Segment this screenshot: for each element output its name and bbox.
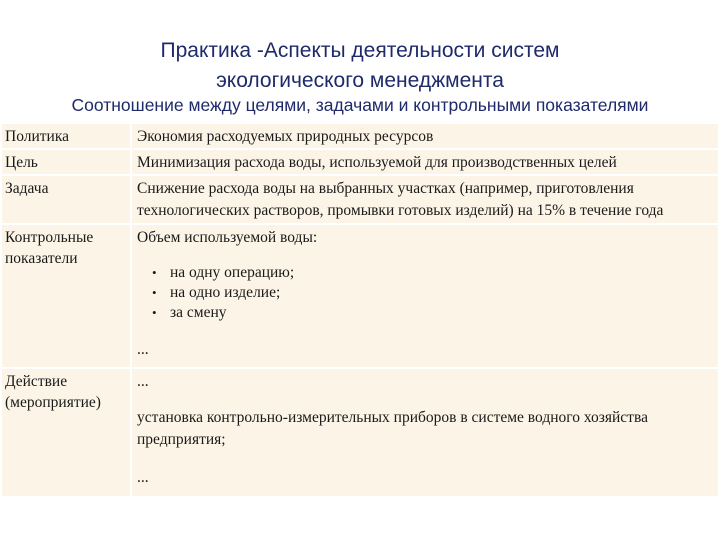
slide-subtitle: Соотношение между целями, задачами и контрольными показателями bbox=[71, 95, 649, 115]
list-item bbox=[137, 263, 707, 283]
slide-title bbox=[60, 36, 660, 96]
row-label: Цель bbox=[5, 154, 38, 171]
row-label-line-1: Действие bbox=[5, 373, 68, 390]
slide-title-line-2: экологического менеджмента bbox=[216, 69, 504, 92]
list-item bbox=[137, 303, 707, 323]
bullet-icon: • bbox=[152, 285, 157, 300]
row-label: Задача bbox=[5, 180, 49, 197]
row-label: Политика bbox=[5, 128, 70, 145]
row-text bbox=[137, 371, 707, 489]
ellipsis-top: ... bbox=[137, 373, 149, 390]
row-label-line-2: показатели bbox=[5, 250, 78, 267]
ellipsis-bottom: ... bbox=[137, 469, 149, 486]
bullet-icon: • bbox=[152, 305, 157, 320]
indicator-list bbox=[137, 263, 707, 323]
row-label-line-2: (мероприятие) bbox=[5, 394, 101, 411]
aspects-table bbox=[2, 124, 718, 496]
table-row-action bbox=[2, 369, 718, 496]
row-label bbox=[5, 371, 127, 413]
bullet-text: на одну операцию; bbox=[170, 264, 295, 281]
row-label bbox=[5, 227, 127, 269]
row-text-line-1: установка контрольно-измерительных приборов в системе водного хозяйства bbox=[137, 409, 648, 426]
row-text bbox=[137, 178, 707, 222]
row-text bbox=[137, 227, 707, 361]
list-item bbox=[137, 283, 707, 303]
row-text-line-2: технологических растворов, промывки готовых изделий) на 15% в течение года bbox=[137, 202, 664, 219]
ellipsis: ... bbox=[137, 341, 149, 358]
bullet-text: за смену bbox=[170, 304, 227, 321]
slide-title-line-1: Практика -Аспекты деятельности систем bbox=[160, 39, 560, 62]
row-text-line-1: Снижение расхода воды на выбранных участках (например, приготовления bbox=[137, 180, 634, 197]
row-label-line-1: Контрольные bbox=[5, 229, 94, 246]
table-row-policy bbox=[2, 124, 718, 150]
table-row-goal bbox=[2, 150, 718, 176]
row-text-line-2: предприятия; bbox=[137, 431, 226, 448]
indicator-intro: Объем используемой воды: bbox=[137, 229, 318, 246]
row-text: Минимизация расхода воды, используемой для производственных целей bbox=[137, 154, 617, 171]
column-divider bbox=[130, 124, 132, 496]
bullet-icon: • bbox=[152, 265, 157, 280]
bullet-text: на одно изделие; bbox=[170, 284, 281, 301]
table-row-task bbox=[2, 176, 718, 225]
row-text: Экономия расходуемых природных ресурсов bbox=[137, 128, 434, 145]
table-row-indicators bbox=[2, 225, 718, 369]
